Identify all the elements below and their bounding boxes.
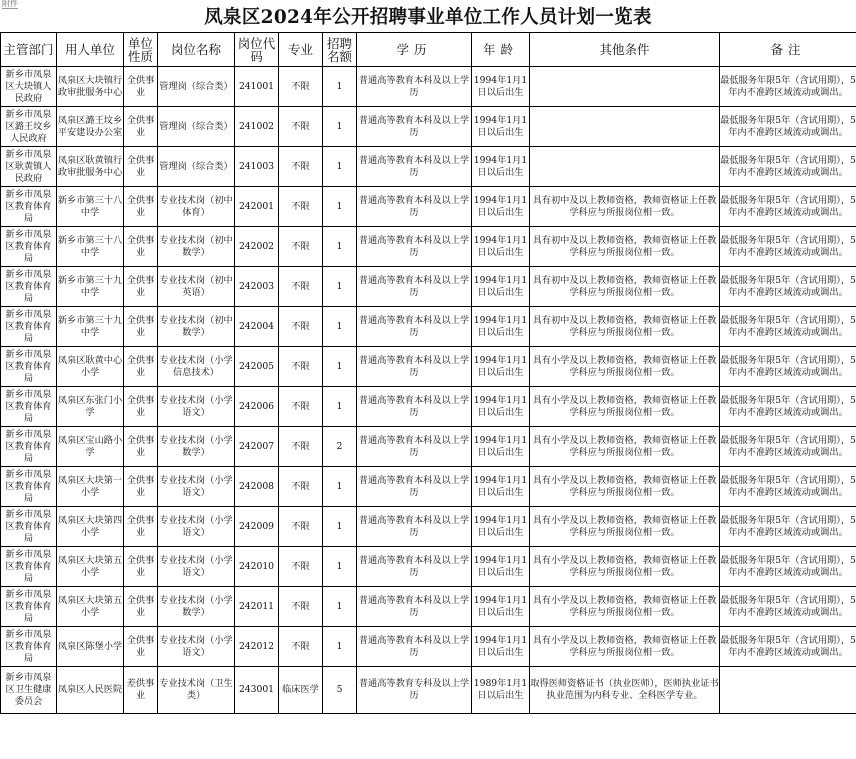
col-header-edu: 学历 xyxy=(357,33,472,67)
cell-nature: 差供事业 xyxy=(124,667,158,714)
cell-cond: 具有小学及以上教师资格，教师资格证上任教学科应与所报岗位相一致。 xyxy=(530,387,720,427)
cell-edu: 普通高等教育本科及以上学历 xyxy=(357,67,472,107)
cell-edu: 普通高等教育本科及以上学历 xyxy=(357,267,472,307)
cell-unit: 新乡市第三十九中学 xyxy=(57,307,124,347)
cell-edu: 普通高等教育专科及以上学历 xyxy=(357,667,472,714)
cell-code: 242006 xyxy=(235,387,279,427)
cell-code: 242008 xyxy=(235,467,279,507)
cell-count: 1 xyxy=(323,547,357,587)
cell-dept: 新乡市凤泉区耿黄镇人民政府 xyxy=(1,147,57,187)
cell-count: 1 xyxy=(323,187,357,227)
cell-edu: 普通高等教育本科及以上学历 xyxy=(357,227,472,267)
cell-code: 242010 xyxy=(235,547,279,587)
cell-code: 242011 xyxy=(235,587,279,627)
cell-post: 管理岗（综合类） xyxy=(158,147,235,187)
cell-nature: 全供事业 xyxy=(124,387,158,427)
cell-note: 最低服务年限5年（含试用期），5年内不准跨区域流动或调出。 xyxy=(720,387,856,427)
cell-post: 专业技术岗（小学语文） xyxy=(158,547,235,587)
cell-major: 不限 xyxy=(279,587,323,627)
page-label: 附件 xyxy=(2,0,18,8)
cell-major: 不限 xyxy=(279,627,323,667)
cell-count: 1 xyxy=(323,387,357,427)
cell-edu: 普通高等教育本科及以上学历 xyxy=(357,627,472,667)
cell-post: 专业技术岗（初中英语） xyxy=(158,267,235,307)
cell-cond: 具有小学及以上教师资格，教师资格证上任教学科应与所报岗位相一致。 xyxy=(530,467,720,507)
cell-dept: 新乡市凤泉区教育体育局 xyxy=(1,387,57,427)
cell-cond: 具有初中及以上教师资格，教师资格证上任教学科应与所报岗位相一致。 xyxy=(530,267,720,307)
cell-post: 专业技术岗（初中数学） xyxy=(158,227,235,267)
cell-age: 1994年1月1日以后出生 xyxy=(472,147,530,187)
cell-post: 专业技术岗（小学数学） xyxy=(158,427,235,467)
page-title: 凤泉区2024年公开招聘事业单位工作人员计划一览表 xyxy=(204,7,652,28)
cell-cond: 具有小学及以上教师资格，教师资格证上任教学科应与所报岗位相一致。 xyxy=(530,507,720,547)
cell-unit: 凤泉区大块第五小学 xyxy=(57,547,124,587)
cell-post: 专业技术岗（小学语文） xyxy=(158,387,235,427)
cell-age: 1994年1月1日以后出生 xyxy=(472,547,530,587)
cell-note: 最低服务年限5年（含试用期），5年内不准跨区域流动或调出。 xyxy=(720,507,856,547)
table-row xyxy=(1,667,856,714)
cell-nature: 全供事业 xyxy=(124,347,158,387)
cell-post: 管理岗（综合类） xyxy=(158,67,235,107)
cell-note: 最低服务年限5年（含试用期），5年内不准跨区域流动或调出。 xyxy=(720,347,856,387)
col-header-age: 年龄 xyxy=(472,33,530,67)
cell-cond: 具有小学及以上教师资格，教师资格证上任教学科应与所报岗位相一致。 xyxy=(530,427,720,467)
cell-count: 1 xyxy=(323,507,357,547)
table-row xyxy=(1,67,856,107)
cell-note: 最低服务年限5年（含试用期），5年内不准跨区域流动或调出。 xyxy=(720,307,856,347)
cell-edu: 普通高等教育本科及以上学历 xyxy=(357,427,472,467)
cell-age: 1994年1月1日以后出生 xyxy=(472,267,530,307)
cell-unit: 凤泉区东张门小学 xyxy=(57,387,124,427)
cell-post: 管理岗（综合类） xyxy=(158,107,235,147)
cell-count: 1 xyxy=(323,107,357,147)
cell-major: 不限 xyxy=(279,267,323,307)
cell-note: 最低服务年限5年（含试用期），5年内不准跨区域流动或调出。 xyxy=(720,67,856,107)
cell-post: 专业技术岗（小学语文） xyxy=(158,507,235,547)
cell-edu: 普通高等教育本科及以上学历 xyxy=(357,107,472,147)
cell-code: 242001 xyxy=(235,187,279,227)
cell-unit: 凤泉区耿黄中心小学 xyxy=(57,347,124,387)
cell-dept: 新乡市凤泉区教育体育局 xyxy=(1,467,57,507)
col-header-dept: 主管部门 xyxy=(1,33,57,67)
cell-unit: 凤泉区潞王坟乡平安建设办公室 xyxy=(57,107,124,147)
cell-unit: 凤泉区大块镇行政审批服务中心 xyxy=(57,67,124,107)
cell-major: 不限 xyxy=(279,307,323,347)
cell-note: 最低服务年限5年（含试用期），5年内不准跨区域流动或调出。 xyxy=(720,547,856,587)
cell-post: 专业技术岗（小学信息技术） xyxy=(158,347,235,387)
cell-code: 241003 xyxy=(235,147,279,187)
col-header-nature: 单位性质 xyxy=(124,33,158,67)
cell-cond: 具有初中及以上教师资格，教师资格证上任教学科应与所报岗位相一致。 xyxy=(530,227,720,267)
cell-unit: 凤泉区人民医院 xyxy=(57,667,124,714)
cell-cond: 取得医师资格证书（执业医师），医师执业证书执业范围为内科专业、全科医学专业。 xyxy=(530,667,720,714)
cell-nature: 全供事业 xyxy=(124,427,158,467)
cell-nature: 全供事业 xyxy=(124,627,158,667)
cell-nature: 全供事业 xyxy=(124,187,158,227)
cell-nature: 全供事业 xyxy=(124,67,158,107)
cell-count: 1 xyxy=(323,467,357,507)
table-row xyxy=(1,227,856,267)
cell-note: 最低服务年限5年（含试用期），5年内不准跨区域流动或调出。 xyxy=(720,147,856,187)
cell-note: 最低服务年限5年（含试用期），5年内不准跨区域流动或调出。 xyxy=(720,627,856,667)
table-row xyxy=(1,507,856,547)
cell-cond: 具有小学及以上教师资格，教师资格证上任教学科应与所报岗位相一致。 xyxy=(530,587,720,627)
cell-dept: 新乡市凤泉区卫生健康委员会 xyxy=(1,667,57,714)
cell-major: 不限 xyxy=(279,107,323,147)
cell-count: 1 xyxy=(323,227,357,267)
table-body xyxy=(1,67,856,714)
table-row xyxy=(1,427,856,467)
cell-code: 241001 xyxy=(235,67,279,107)
cell-code: 242002 xyxy=(235,227,279,267)
cell-note: 最低服务年限5年（含试用期），5年内不准跨区域流动或调出。 xyxy=(720,587,856,627)
cell-unit: 凤泉区陈堡小学 xyxy=(57,627,124,667)
cell-dept: 新乡市凤泉区教育体育局 xyxy=(1,627,57,667)
cell-post: 专业技术岗（初中体育） xyxy=(158,187,235,227)
cell-age: 1994年1月1日以后出生 xyxy=(472,387,530,427)
cell-count: 1 xyxy=(323,587,357,627)
table-row xyxy=(1,467,856,507)
cell-edu: 普通高等教育本科及以上学历 xyxy=(357,507,472,547)
cell-nature: 全供事业 xyxy=(124,147,158,187)
cell-unit: 凤泉区大块第五小学 xyxy=(57,587,124,627)
cell-major: 不限 xyxy=(279,347,323,387)
cell-cond: 具有初中及以上教师资格，教师资格证上任教学科应与所报岗位相一致。 xyxy=(530,307,720,347)
cell-age: 1994年1月1日以后出生 xyxy=(472,427,530,467)
cell-age: 1994年1月1日以后出生 xyxy=(472,67,530,107)
cell-dept: 新乡市凤泉区教育体育局 xyxy=(1,187,57,227)
cell-age: 1994年1月1日以后出生 xyxy=(472,187,530,227)
col-header-code: 岗位代码 xyxy=(235,33,279,67)
cell-age: 1989年1月1日以后出生 xyxy=(472,667,530,714)
table-header-row xyxy=(1,33,856,67)
cell-major: 不限 xyxy=(279,147,323,187)
cell-cond: 具有小学及以上教师资格，教师资格证上任教学科应与所报岗位相一致。 xyxy=(530,627,720,667)
cell-cond: 具有小学及以上教师资格，教师资格证上任教学科应与所报岗位相一致。 xyxy=(530,347,720,387)
cell-cond xyxy=(530,147,720,187)
table-row xyxy=(1,267,856,307)
cell-edu: 普通高等教育本科及以上学历 xyxy=(357,147,472,187)
cell-code: 242012 xyxy=(235,627,279,667)
cell-nature: 全供事业 xyxy=(124,547,158,587)
cell-code: 241002 xyxy=(235,107,279,147)
cell-edu: 普通高等教育本科及以上学历 xyxy=(357,187,472,227)
cell-post: 专业技术岗（小学数学） xyxy=(158,587,235,627)
table-row xyxy=(1,147,856,187)
col-header-major: 专业 xyxy=(279,33,323,67)
cell-edu: 普通高等教育本科及以上学历 xyxy=(357,587,472,627)
cell-edu: 普通高等教育本科及以上学历 xyxy=(357,347,472,387)
table-row xyxy=(1,547,856,587)
cell-nature: 全供事业 xyxy=(124,107,158,147)
cell-note: 最低服务年限5年（含试用期），5年内不准跨区域流动或调出。 xyxy=(720,227,856,267)
cell-unit: 新乡市第三十九中学 xyxy=(57,267,124,307)
cell-nature: 全供事业 xyxy=(124,267,158,307)
cell-unit: 新乡市第三十八中学 xyxy=(57,187,124,227)
cell-count: 1 xyxy=(323,307,357,347)
cell-count: 1 xyxy=(323,627,357,667)
table-row xyxy=(1,107,856,147)
cell-dept: 新乡市凤泉区教育体育局 xyxy=(1,587,57,627)
table-row xyxy=(1,347,856,387)
cell-post: 专业技术岗（卫生类） xyxy=(158,667,235,714)
cell-major: 不限 xyxy=(279,427,323,467)
cell-unit: 新乡市第三十八中学 xyxy=(57,227,124,267)
table-row xyxy=(1,187,856,227)
cell-nature: 全供事业 xyxy=(124,467,158,507)
cell-note: 最低服务年限5年（含试用期），5年内不准跨区域流动或调出。 xyxy=(720,107,856,147)
cell-count: 1 xyxy=(323,347,357,387)
cell-dept: 新乡市凤泉区教育体育局 xyxy=(1,507,57,547)
table-row xyxy=(1,587,856,627)
cell-note: 最低服务年限5年（含试用期），5年内不准跨区域流动或调出。 xyxy=(720,267,856,307)
cell-age: 1994年1月1日以后出生 xyxy=(472,627,530,667)
cell-major: 不限 xyxy=(279,547,323,587)
cell-dept: 新乡市凤泉区教育体育局 xyxy=(1,227,57,267)
cell-dept: 新乡市凤泉区教育体育局 xyxy=(1,307,57,347)
cell-major: 不限 xyxy=(279,187,323,227)
cell-count: 2 xyxy=(323,427,357,467)
cell-note xyxy=(720,667,856,714)
col-header-count: 招聘名额 xyxy=(323,33,357,67)
cell-major: 临床医学 xyxy=(279,667,323,714)
cell-age: 1994年1月1日以后出生 xyxy=(472,587,530,627)
cell-edu: 普通高等教育本科及以上学历 xyxy=(357,307,472,347)
cell-dept: 新乡市凤泉区教育体育局 xyxy=(1,347,57,387)
col-header-cond: 其他条件 xyxy=(530,33,720,67)
cell-cond: 具有初中及以上教师资格，教师资格证上任教学科应与所报岗位相一致。 xyxy=(530,187,720,227)
cell-cond xyxy=(530,107,720,147)
cell-unit: 凤泉区耿黄镇行政审批服务中心 xyxy=(57,147,124,187)
cell-count: 1 xyxy=(323,67,357,107)
cell-count: 1 xyxy=(323,267,357,307)
cell-code: 242003 xyxy=(235,267,279,307)
cell-major: 不限 xyxy=(279,467,323,507)
cell-nature: 全供事业 xyxy=(124,307,158,347)
cell-unit: 凤泉区大块第一小学 xyxy=(57,467,124,507)
cell-unit: 凤泉区宝山路小学 xyxy=(57,427,124,467)
cell-note: 最低服务年限5年（含试用期），5年内不准跨区域流动或调出。 xyxy=(720,467,856,507)
cell-edu: 普通高等教育本科及以上学历 xyxy=(357,547,472,587)
cell-code: 242004 xyxy=(235,307,279,347)
cell-major: 不限 xyxy=(279,507,323,547)
cell-dept: 新乡市凤泉区大块镇人民政府 xyxy=(1,67,57,107)
cell-major: 不限 xyxy=(279,227,323,267)
cell-edu: 普通高等教育本科及以上学历 xyxy=(357,387,472,427)
cell-age: 1994年1月1日以后出生 xyxy=(472,507,530,547)
cell-code: 242005 xyxy=(235,347,279,387)
cell-major: 不限 xyxy=(279,387,323,427)
cell-dept: 新乡市凤泉区教育体育局 xyxy=(1,267,57,307)
cell-code: 242007 xyxy=(235,427,279,467)
cell-post: 专业技术岗（小学语文） xyxy=(158,467,235,507)
cell-dept: 新乡市凤泉区教育体育局 xyxy=(1,547,57,587)
cell-age: 1994年1月1日以后出生 xyxy=(472,307,530,347)
cell-unit: 凤泉区大块第四小学 xyxy=(57,507,124,547)
cell-code: 242009 xyxy=(235,507,279,547)
recruitment-table xyxy=(0,32,856,714)
cell-count: 1 xyxy=(323,147,357,187)
cell-post: 专业技术岗（小学语文） xyxy=(158,627,235,667)
cell-count: 5 xyxy=(323,667,357,714)
cell-note: 最低服务年限5年（含试用期），5年内不准跨区域流动或调出。 xyxy=(720,187,856,227)
table-row xyxy=(1,307,856,347)
col-header-post: 岗位名称 xyxy=(158,33,235,67)
cell-dept: 新乡市凤泉区教育体育局 xyxy=(1,427,57,467)
col-header-unit: 用人单位 xyxy=(57,33,124,67)
cell-nature: 全供事业 xyxy=(124,227,158,267)
cell-note: 最低服务年限5年（含试用期），5年内不准跨区域流动或调出。 xyxy=(720,427,856,467)
cell-code: 243001 xyxy=(235,667,279,714)
cell-edu: 普通高等教育本科及以上学历 xyxy=(357,467,472,507)
cell-cond xyxy=(530,67,720,107)
cell-age: 1994年1月1日以后出生 xyxy=(472,107,530,147)
cell-post: 专业技术岗（初中数学） xyxy=(158,307,235,347)
cell-major: 不限 xyxy=(279,67,323,107)
cell-nature: 全供事业 xyxy=(124,507,158,547)
cell-nature: 全供事业 xyxy=(124,587,158,627)
cell-dept: 新乡市凤泉区潞王坟乡人民政府 xyxy=(1,107,57,147)
cell-cond: 具有小学及以上教师资格，教师资格证上任教学科应与所报岗位相一致。 xyxy=(530,547,720,587)
cell-age: 1994年1月1日以后出生 xyxy=(472,467,530,507)
cell-age: 1994年1月1日以后出生 xyxy=(472,347,530,387)
col-header-note: 备注 xyxy=(720,33,856,67)
table-row xyxy=(1,627,856,667)
table-row xyxy=(1,387,856,427)
cell-age: 1994年1月1日以后出生 xyxy=(472,227,530,267)
